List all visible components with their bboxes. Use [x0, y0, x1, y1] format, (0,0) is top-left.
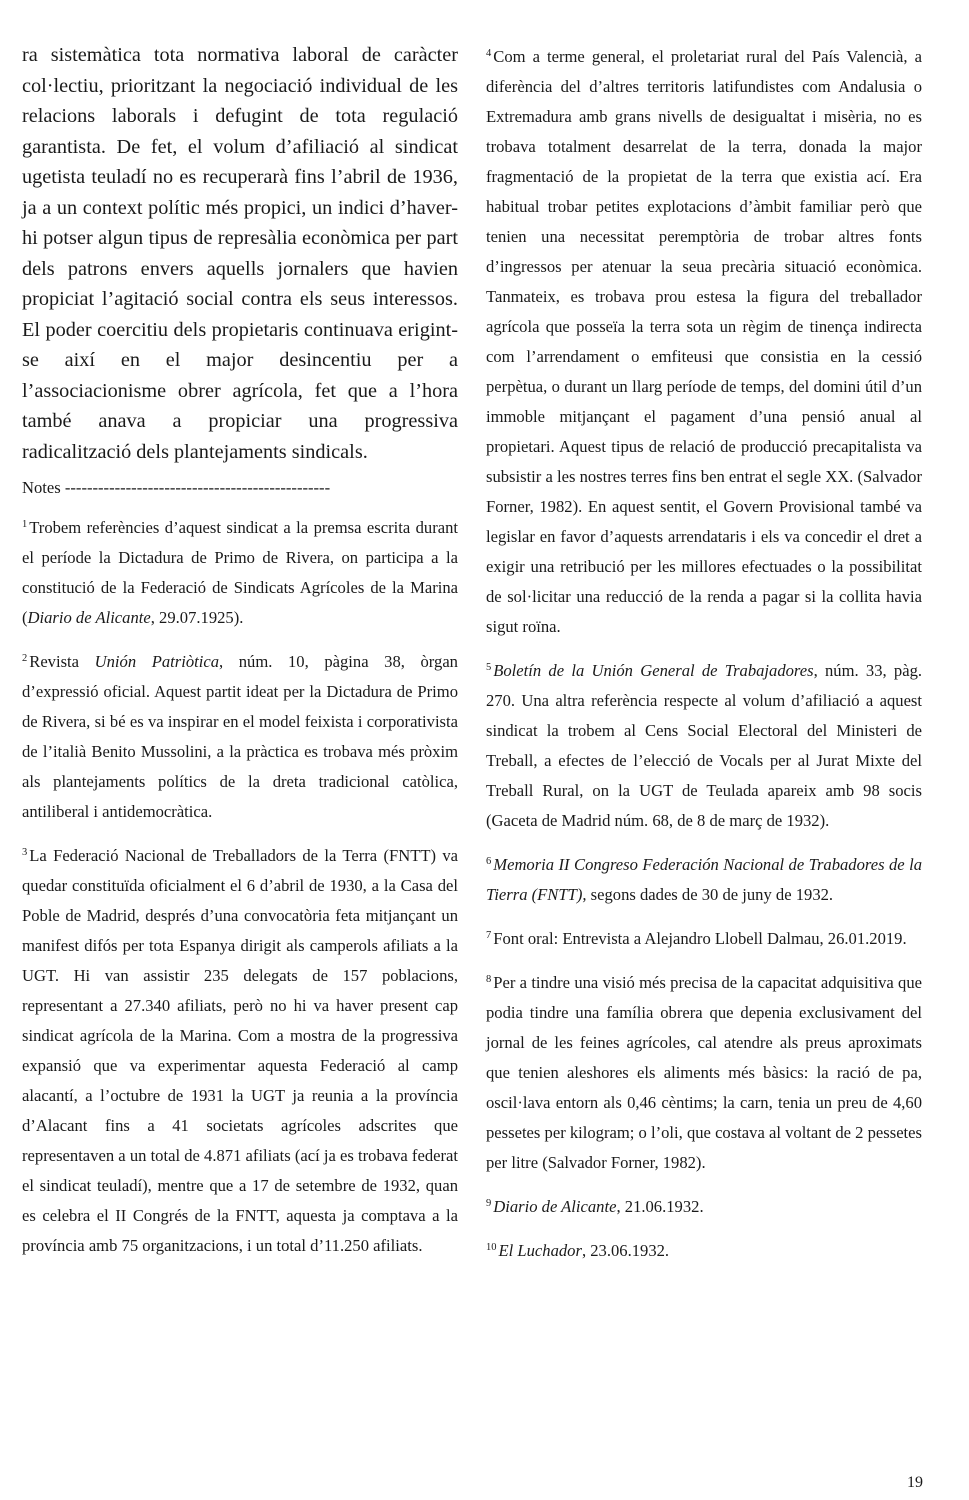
footnote-text-after: , 21.06.1932. — [616, 1197, 704, 1216]
footnote-title: El Luchador — [498, 1241, 582, 1260]
footnote-title: Memoria II Congreso Federación Nacional de Trabadores de la Tierra (FNTT), — [486, 855, 922, 904]
footnote-title: Boletín de la Unión General de Trabajadores — [493, 661, 814, 680]
footnote-number: 7 — [486, 930, 492, 941]
footnote-text-after: segons dades de 30 de juny de 1932. — [586, 885, 834, 904]
footnote-title: Diario de Alicante — [27, 608, 151, 627]
footnote-text-after: , 23.06.1932. — [581, 1241, 670, 1260]
footnote-number: 5 — [486, 662, 492, 673]
footnote-number: 2 — [22, 653, 28, 664]
footnote-9 — [486, 1192, 922, 1222]
footnote-text-after: , núm. 10, pàgina 38, òrgan d’expressió oficial. Aquest partit ideat per la Dictadura de Primo de Rivera, si bé es va inspirar en el model feixista i corporativista de l’italià Benito Mussolini, a la pràctica es trobava més pròxim als plantejaments polítics de la dreta tradicional catòlica, antiliberal i antidemocràtica. — [22, 652, 458, 821]
footnote-text: Font oral: Entrevista a Alejandro Llobell Dalmau, 26.01.2019. — [493, 929, 907, 948]
footnote-number: 3 — [22, 847, 28, 858]
footnote-number: 1 — [22, 519, 28, 530]
footnote-10 — [486, 1236, 922, 1266]
page-number: 19 — [907, 1474, 923, 1491]
footnote-number: 6 — [486, 856, 492, 867]
footnote-text: Per a tindre una visió més precisa de la capacitat adquisitiva que podia tindre una família obrera que depenia exclusivament del jornal de les feines agrícoles, cal atendre als preus aproximats que tenien aleshores els aliments més bàsics: la ració de pa, oscil·lava entorn als 0,46 cèntims; la carn, tenia un preu de 4,60 pessetes per kilogram; o l’oli, que costava al voltant de 2 pessetes per litre (Salvador Forner, 1982). — [486, 973, 922, 1172]
footnote-title: Diario de Alicante — [493, 1197, 617, 1216]
footnote-text: La Federació Nacional de Treballadors de la Terra (FNTT) va quedar constituïda oficialment el 6 d’abril de 1930, a la Casa del Poble de Madrid, després d’una convocatòria feta mitjançant un manifest difós per tota Espanya dirigit als camperols afiliats a la UGT. Hi van assistir 235 delegats de 157 poblacions, representant a 27.340 afiliats, però no hi va haver present cap sindicat agrícola de la Marina. Com a mostra de la progressiva expansió que va experimentar aquesta Federació al camp alacantí, a l’octubre de 1931 la UGT ja reunia a la província d’Alacant fins a 41 societats agrícoles adscrites que representaven a un total de 4.871 afiliats (ací ja es trobava federat el sindicat teuladí), mentre que a 17 de setembre de 1932, quan es celebra el II Congrés de la FNTT, aquesta ja comptava a la província amb 75 organitzacions, i un total d’11.250 afiliats. — [22, 846, 458, 1255]
main-paragraph: ra sistemàtica tota normativa laboral de caràcter col·lectiu, prioritzant la negociació individual de les relacions laborals i defugint de tota regulació garantista. De fet, el volum d’afiliació al sindicat ugetista teuladí no es recuperarà fins l’abril de 1936, ja a un context polític més propici, un indici d’haver-hi potser algun tipus de represàlia econòmica per part dels patrons envers aquells jornalers que havien propiciat l’agitació social contra els seus interessos. El poder coercitiu dels propietaris continuava erigint-se així en el major desincentiu per a l’associacionisme obrer agrícola, fet que a l’hora també anava a propiciar una progressiva radicalització dels plantejaments sindicals. — [22, 44, 458, 463]
footnote-text: Com a terme general, el proletariat rural del País Valencià, a diferència del d’altres territoris latifundistes com Andalusia o Extremadura amb grans nivells de desigualtat i misèria, no es trobava totalment desarrelat de la terra, donada la major fragmentació de la propietat de la terra que existia ací. Era habitual trobar petites explotacions d’àmbit familiar però que tenien una necessitat peremptòria de trobar altres fonts d’ingressos per atenuar la seua precària situació econòmica. Tanmateix, es trobava prou estesa la figura del treballador agrícola que posseïa la terra sota un règim de tinença indirecta com l’arrendament o emfiteusi que consistia en la cessió perpètua, o durant un llarg període de temps, del domini útil d’un immoble mitjançant el pagament d’una pensió anual al propietari. Aquest tipus de relació de producció precapitalista va subsistir a les nostres terres fins ben entrat el segle XX. (Salvador Forner, 1982). En aquest sentit, el Govern Provisional també va legislar en favor d’aquests arrendataris i els va concedir el dret a exigir una retribució per les millores efectuades o la possibilitat de sol·licitar una reducció de la renda a pagar si la collita havia sigut roïna. — [486, 47, 922, 636]
left-column — [22, 40, 458, 1275]
footnote-6 — [486, 850, 922, 910]
footnote-number: 8 — [486, 974, 492, 985]
footnote-4 — [486, 42, 922, 642]
footnote-number: 4 — [486, 48, 492, 59]
footnote-5 — [486, 656, 922, 836]
footnote-text-after: , núm. 33, pàg. 270. Una altra referència respecte al volum d’afiliació a aquest sindicat la trobem al Cens Social Electoral del Ministeri de Treball, a efectes de l’elecció de Vocals per al Jurat Mixte del Treball Rural, on la UGT de Teulada apareix amb 98 socis (Gaceta de Madrid núm. 68, de 8 de març de 1932). — [486, 661, 923, 830]
footnote-1 — [22, 513, 458, 633]
footnote-text: Trobem referències d’aquest sindicat a la premsa escrita durant el període la Dictadura de Primo de Rivera, on participa a la constitució de la Federació de Sindicats Agrícoles de la Marina ( — [22, 518, 458, 627]
notes-header: Notes ------------------------------------------------ — [22, 478, 331, 497]
right-column — [486, 42, 922, 1280]
footnote-text-after: , 29.07.1925). — [150, 608, 244, 627]
footnote-number: 10 — [486, 1242, 497, 1253]
footnote-8 — [486, 968, 922, 1178]
footnote-3 — [22, 841, 458, 1261]
footnote-title: Unión Patriòtica — [94, 652, 219, 671]
footnote-7 — [486, 924, 922, 954]
footnote-2 — [22, 647, 458, 827]
footnote-number: 9 — [486, 1198, 492, 1209]
footnote-text: Revista — [29, 652, 95, 671]
